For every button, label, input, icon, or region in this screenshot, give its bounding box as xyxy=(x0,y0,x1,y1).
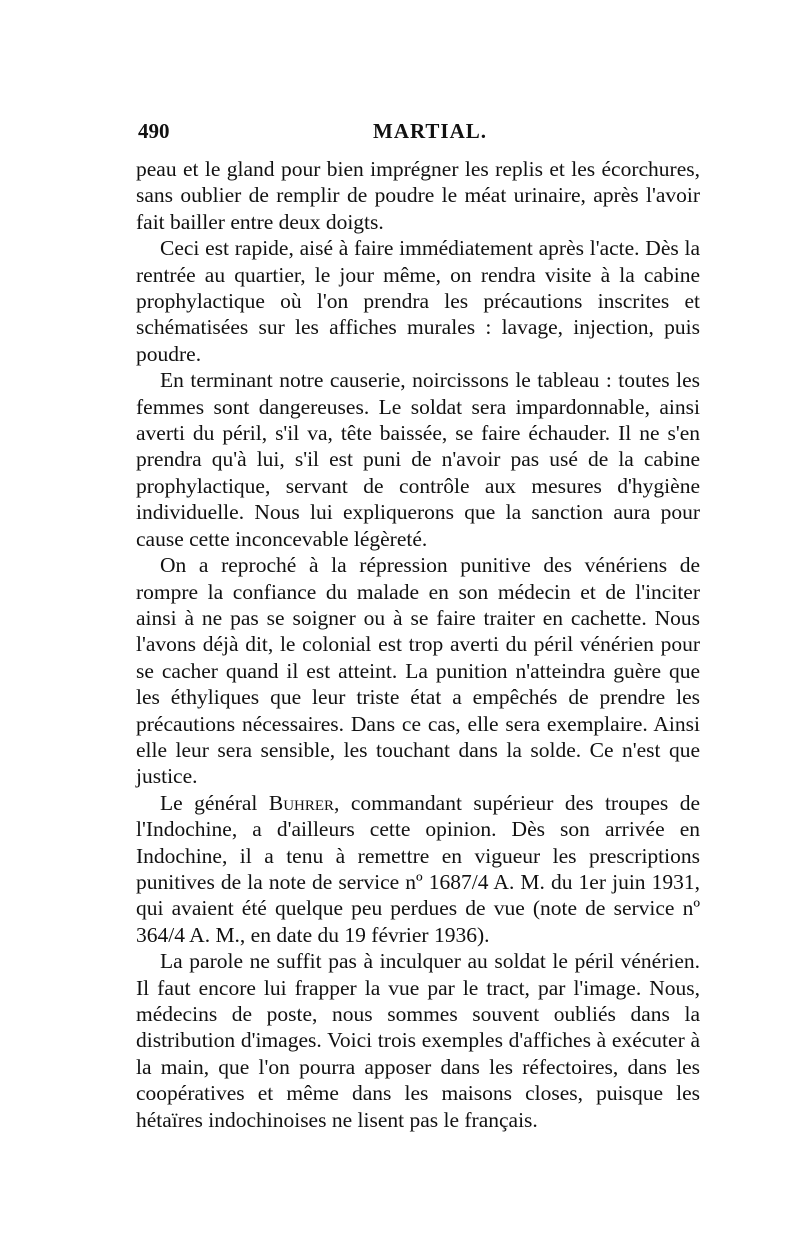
running-head xyxy=(138,118,698,144)
paragraph: La parole ne suffit pas à inculquer au soldat le péril vénérien. Il faut encore lui frapper la vue par le tract, par l'image. Nous, médecins de poste, nous sommes souvent oubliés dans la distribution d'images. Voici trois exemples d'affiches à exécuter à la main, que l'on pourra apposer dans les réfectoires, dans les coopératives et même dans les maisons closes, puisque les hétaïres indochinoises ne lisent pas le français. xyxy=(136,949,700,1132)
paragraph-rest: , commandant supérieur des troupes de l'Indochine, a d'ailleurs cette opinion. Dès son arrivée en Indochine, il a tenu à remettre en vigueur les prescriptions punitives de la note de service nº 1687/4 A. M. du 1er juin 1931, qui avaient été quelque peu perdues de vue (note de service nº 364/4 A. M., en date du 19 février 1936). xyxy=(136,790,700,947)
paragraph-lead: Le général xyxy=(160,790,269,815)
paragraph: Ceci est rapide, aisé à faire immédiatement après l'acte. Dès la rentrée au quartier, le jour même, on rendra visite à la cabine prophylactique où l'on prendra les précautions inscrites et schématisées sur les affiches murales : lavage, injection, puis poudre. xyxy=(136,236,700,366)
page-number: 490 xyxy=(138,119,170,143)
paragraph: On a reproché à la répression punitive des vénériens de rompre la confiance du malade en son médecin et de l'inciter ainsi à ne pas se soigner ou à se faire traiter en cachette. Nous l'avons déjà dit, le colonial est trop averti du péril vénérien pour se cacher quand il est atteint. La punition n'atteindra guère que les éthyliques que leur triste état a empêchés de prendre les précautions nécessaires. Dans ce cas, elle sera exemplaire. Ainsi elle leur sera sensible, les touchant dans la solde. Ce n'est que justice. xyxy=(136,553,700,789)
paragraph-general-buhrer xyxy=(136,790,700,948)
person-name: Buhrer xyxy=(268,790,335,815)
running-title: MARTIAL. xyxy=(373,119,488,143)
body-text xyxy=(136,156,700,1133)
paragraph-continuation: peau et le gland pour bien imprégner les replis et les écorchures, sans oublier de remplir de poudre le méat urinaire, après l'avoir fait bailler entre deux doigts. xyxy=(136,157,700,234)
paragraph: En terminant notre causerie, noircissons le tableau : toutes les femmes sont dangereuses. Le soldat sera impardonnable, ainsi averti du péril, s'il va, tête baissée, se faire échauder. Il ne s'en prendra qu'à lui, s'il est puni de n'avoir pas usé de la cabine prophylactique, servant de contrôle aux mesures d'hygiène individuelle. Nous lui expliquerons que la sanction aura pour cause cette inconcevable légèreté. xyxy=(136,368,700,551)
